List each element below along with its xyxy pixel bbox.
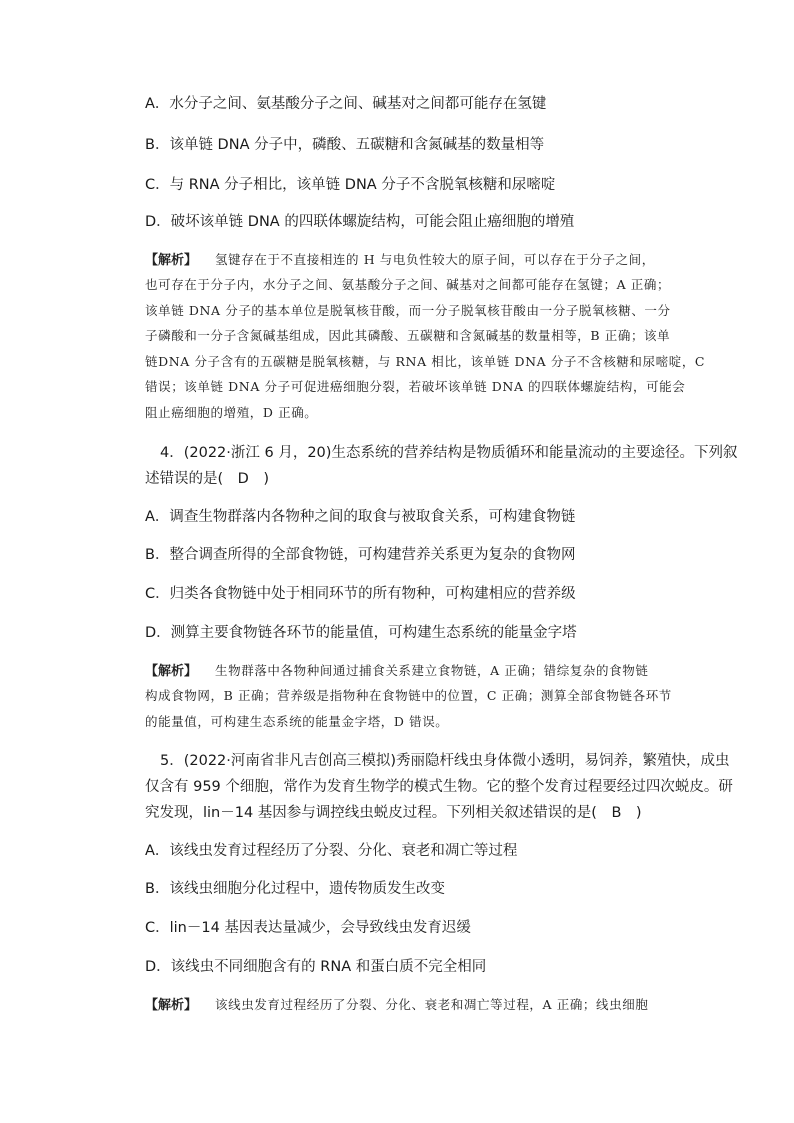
q3-analysis-line-5: 链DNA 分子含有的五碳糖是脱氧核糖，与 RNA 相比，该单链 DNA 分子不含核糖和尿嘧啶，C <box>145 354 706 369</box>
q3-analysis-line-2: 也可存在于分子内，水分子之间、氨基酸分子之间、碱基对之间都可能存在氢键；A 正确； <box>145 277 671 292</box>
q3-option-b: B．该单链 DNA 分子中，磷酸、五碳糖和含氮碱基的数量相等 <box>145 137 545 153</box>
q5-analysis-line-1 <box>145 996 648 1015</box>
q4-analysis-text-1: 生物群落中各物种间通过捕食关系建立食物链，A 正确；错综复杂的食物链 <box>215 663 649 678</box>
q5-option-c: C．lin－14 基因表达量减少，会导致线虫发育迟缓 <box>145 920 471 936</box>
q3-analysis-line-7: 阻止癌细胞的增殖，D 正确。 <box>145 405 318 420</box>
q4-analysis-line-3: 的能量值，可构建生态系统的能量金字塔，D 错误。 <box>145 714 449 729</box>
q3-analysis-line-2-suffix: A 正确； <box>616 277 671 292</box>
q5-stem-line-1: 5．(2022·河南省非凡吉创高三模拟)秀丽隐杆线虫身体微小透明，易饲养，繁殖快，成虫 <box>160 753 730 769</box>
q4-option-a: A．调查生物群落内各物种之间的取食与被取食关系，可构建食物链 <box>145 509 576 525</box>
q5-option-a: A．该线虫发育过程经历了分裂、分化、衰老和凋亡等过程 <box>145 843 518 859</box>
q4-stem-line-1: 4．(2022·浙江 6 月，20)生态系统的营养结构是物质循环和能量流动的主要途径。下列叙 <box>160 445 738 461</box>
q3-analysis-line-3: 该单链 DNA 分子的基本单位是脱氧核苷酸，而一分子脱氧核苷酸由一分子脱氧核糖、一分 <box>145 303 671 318</box>
q3-analysis-text-1: 氢键存在于不直接相连的 H 与电负性较大的原子间，可以存在于分子之间， <box>215 252 655 267</box>
q4-option-d: D．测算主要食物链各环节的能量值，可构建生态系统的能量金字塔 <box>145 625 577 641</box>
q4-analysis-tag: 【解析】 <box>145 664 198 679</box>
q4-analysis-line-2: 构成食物网，B 正确；营养级是指物种在食物链中的位置，C 正确；测算全部食物链各环节 <box>145 688 672 703</box>
q3-option-d: D．破坏该单链 DNA 的四联体螺旋结构，可能会阻止癌细胞的增殖 <box>145 214 575 230</box>
q5-stem-line-2: 仅含有 959 个细胞，常作为发育生物学的模式生物。它的整个发育过程要经过四次蜕皮。研 <box>145 779 733 795</box>
q3-option-c: C．与 RNA 分子相比，该单链 DNA 分子不含脱氧核糖和尿嘧啶 <box>145 177 556 193</box>
q5-stem-line-3: 究发现，lin－14 基因参与调控线虫蜕皮过程。下列相关叙述错误的是( B ) <box>145 805 642 821</box>
q5-option-b: B．该线虫细胞分化过程中，遗传物质发生改变 <box>145 881 445 897</box>
q4-analysis-line-1 <box>145 662 648 681</box>
q4-stem-line-2: 述错误的是( D ) <box>145 471 269 487</box>
q5-option-d: D．该线虫不同细胞含有的 RNA 和蛋白质不完全相同 <box>145 959 487 975</box>
q3-analysis-tag: 【解析】 <box>145 253 198 268</box>
q3-option-a: A．水分子之间、氨基酸分子之间、碱基对之间都可能存在氢键 <box>145 96 547 112</box>
q3-analysis-line-6: 错误；该单链 DNA 分子可促进癌细胞分裂，若破坏该单链 DNA 的四联体螺旋结构，可能会 <box>145 379 686 394</box>
q5-analysis-tag: 【解析】 <box>145 998 198 1013</box>
q3-analysis-line-4: 子磷酸和一分子含氮碱基组成，因此其磷酸、五碳糖和含氮碱基的数量相等，B 正确；该单 <box>145 328 671 343</box>
q4-option-b: B．整合调查所得的全部食物链，可构建营养关系更为复杂的食物网 <box>145 547 576 563</box>
q5-analysis-text-1: 该线虫发育过程经历了分裂、分化、衰老和凋亡等过程，A 正确；线虫细胞 <box>215 997 649 1012</box>
q4-option-c: C．归类各食物链中处于相同环节的所有物种，可构建相应的营养级 <box>145 586 576 602</box>
q3-analysis-line-1 <box>145 251 655 270</box>
